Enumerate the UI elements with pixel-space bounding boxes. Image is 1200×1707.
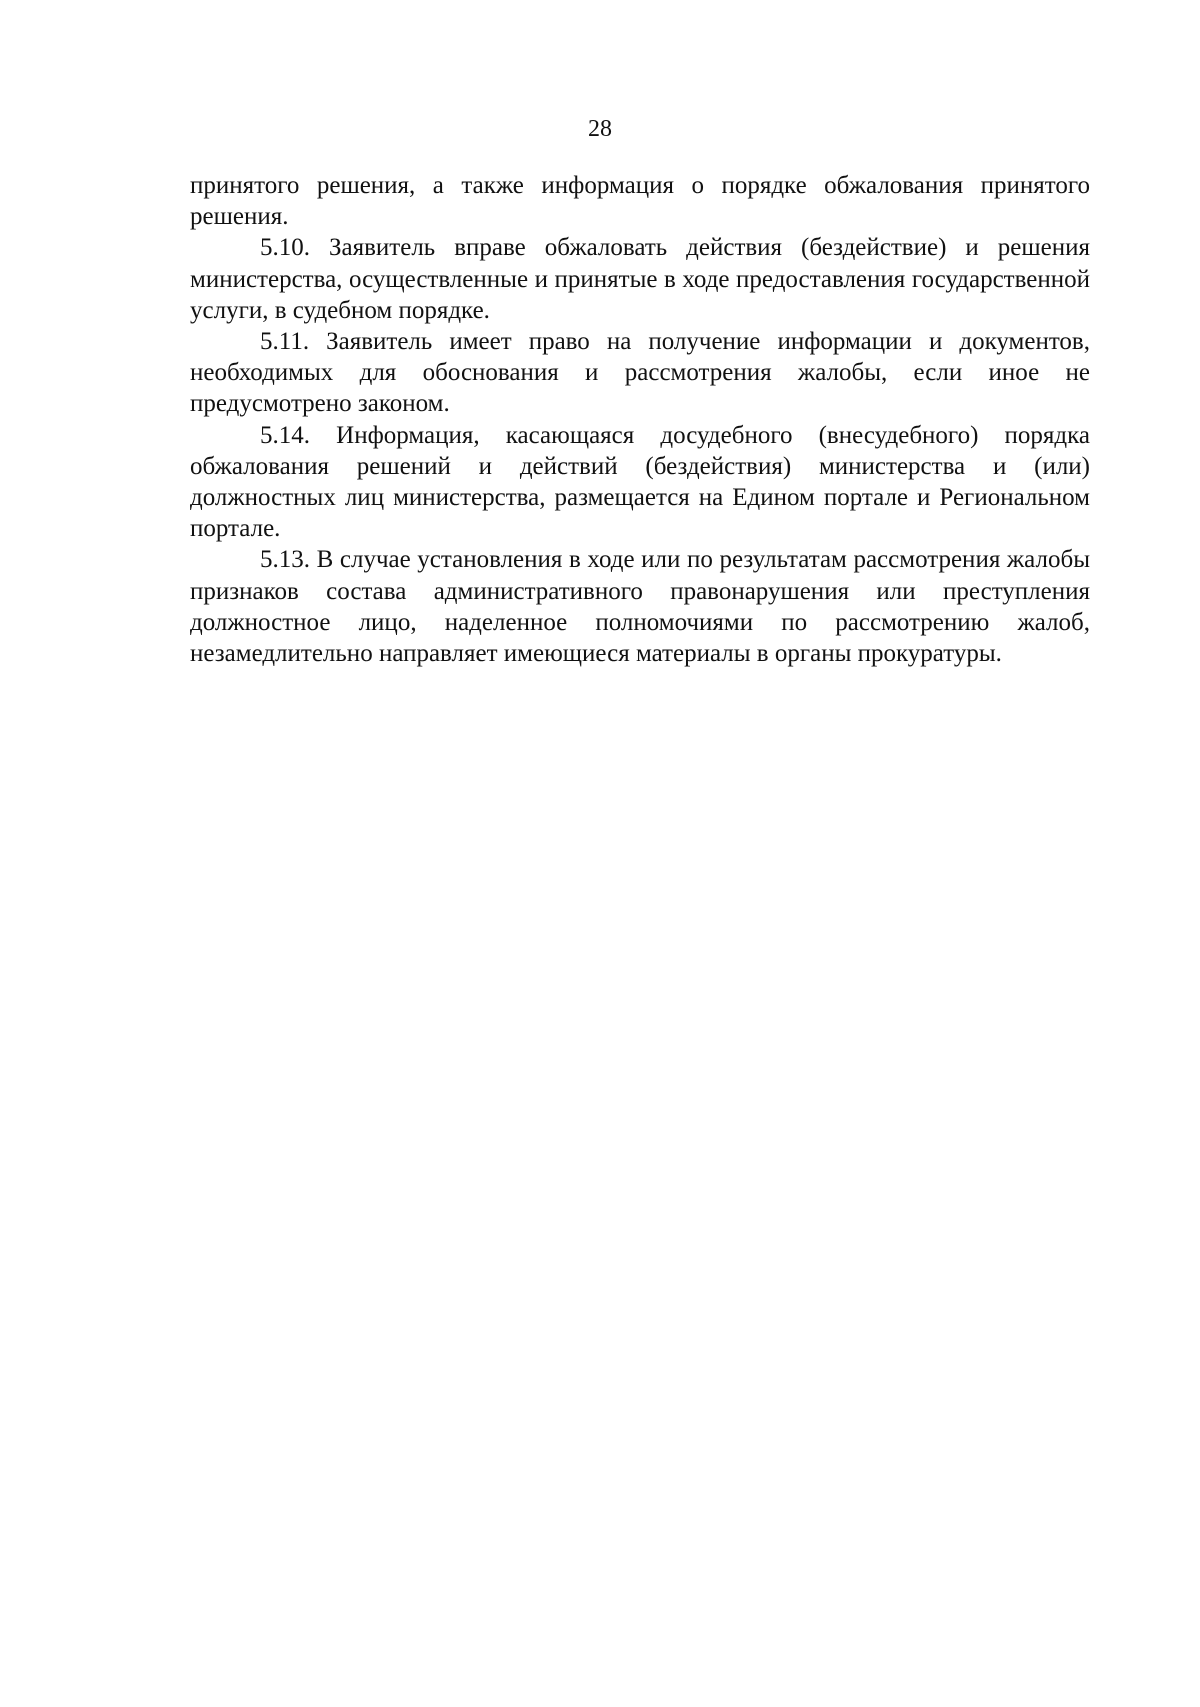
page-number: 28: [588, 116, 612, 142]
paragraph-5-11: 5.11. Заявитель имеет право на получение информации и документов, необходимых для обоснования и рассмотрения жалобы, если иное не предусмотрено законом.: [190, 328, 1090, 418]
paragraph-continuation: принятого решения, а также информация о порядке обжалования принятого решения.: [190, 172, 1090, 231]
document-body: [190, 170, 1090, 669]
paragraph-5-10: 5.10. Заявитель вправе обжаловать действия (бездействие) и решения министерства, осуществленные и принятые в ходе предоставления государственной услуги, в судебном порядке.: [190, 234, 1090, 324]
paragraph-5-13: 5.13. В случае установления в ходе или по результатам рассмотрения жалобы признаков состава административного правонарушения или преступления должностное лицо, наделенное полномочиями по рассмотрению жалоб, незамедлительно направляет имеющиеся материалы в органы прокуратуры.: [190, 546, 1090, 668]
paragraph-5-14: 5.14. Информация, касающаяся досудебного (внесудебного) порядка обжалования решений и действий (бездействия) министерства и (или) должностных лиц министерства, размещается на Едином портале и Региональном портале.: [190, 421, 1090, 543]
